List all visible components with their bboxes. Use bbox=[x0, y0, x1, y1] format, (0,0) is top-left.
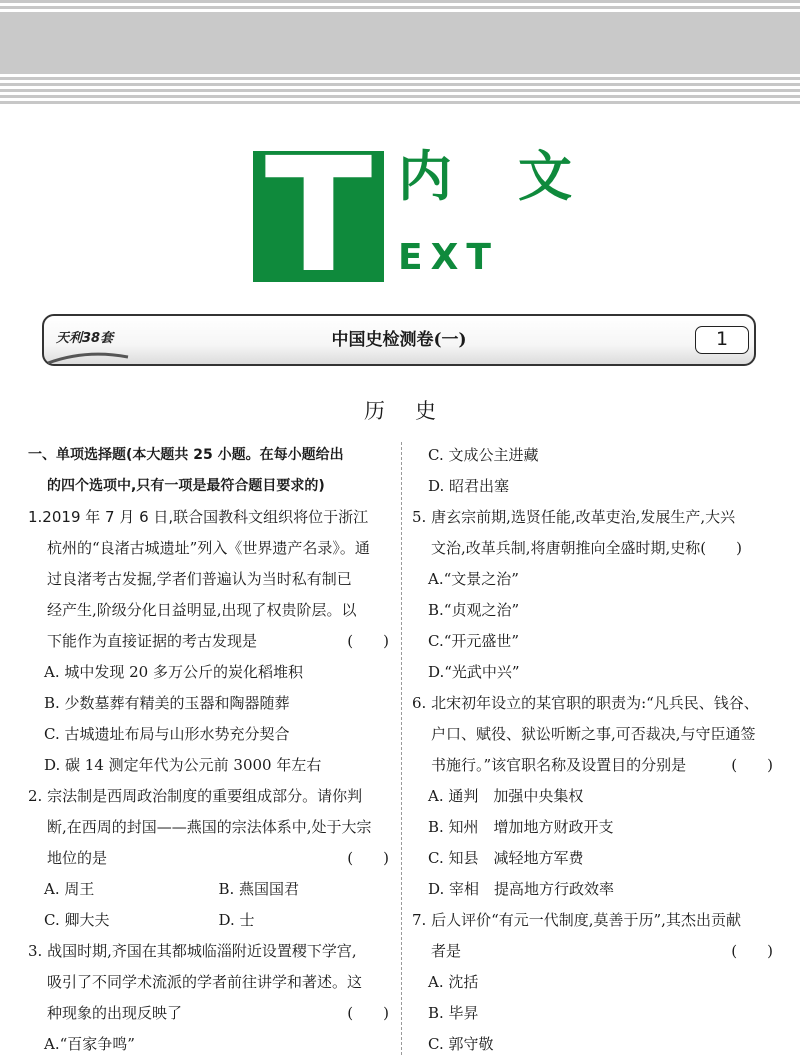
brand-text: 天利38套 bbox=[56, 331, 114, 346]
option-c: C. 古城遗址布局与山形水势充分契合 bbox=[44, 725, 290, 743]
option-c: C. 卿大夫 bbox=[44, 911, 110, 929]
question-5-text: 文治,改革兵制,将唐朝推向全盛时期,史称( ) bbox=[431, 539, 743, 557]
logo-english-subtitle: EXT bbox=[398, 237, 499, 278]
logo-letter: T bbox=[264, 124, 373, 308]
option-d: D. 士 bbox=[218, 911, 255, 929]
exam-title: 中国史检测卷(一) bbox=[331, 330, 467, 350]
question-7-text: 7. 后人评价“有元一代制度,莫善于历”,其杰出贡献 bbox=[412, 911, 741, 929]
option-b: B. 知州 增加地方财政开支 bbox=[428, 818, 614, 836]
section-heading: 一、单项选择题(本大题共 25 小题。在每小题给出 bbox=[28, 447, 344, 463]
answer-blank: ( ) bbox=[731, 942, 773, 960]
option-b: B.“贞观之治” bbox=[428, 601, 520, 619]
answer-blank: ( ) bbox=[347, 849, 389, 867]
option-c: C.“开元盛世” bbox=[428, 632, 520, 650]
option-c: C. 郭守敬 bbox=[428, 1035, 494, 1053]
question-6-text: 户口、赋役、狱讼听断之事,可否裁决,与守臣通签 bbox=[431, 725, 756, 743]
question-3-text: 3. 战国时期,齐国在其都城临淄附近设置稷下学宫, bbox=[28, 942, 357, 960]
answer-blank: ( ) bbox=[347, 1004, 389, 1022]
question-2-text: 断,在西周的封国——燕国的宗法体系中,处于大宗 bbox=[47, 818, 372, 836]
question-2-text bbox=[28, 843, 393, 874]
question-7-text bbox=[412, 936, 777, 967]
option-d: D. 昭君出塞 bbox=[428, 477, 510, 495]
option-b: B. 少数墓葬有精美的玉器和陶器随葬 bbox=[44, 694, 290, 712]
question-3-text bbox=[28, 998, 393, 1029]
column-divider bbox=[401, 442, 402, 1055]
option-d: D. 宰相 提高地方行政效率 bbox=[428, 880, 615, 898]
answer-blank: ( ) bbox=[347, 632, 389, 650]
answer-blank: ( ) bbox=[731, 756, 773, 774]
option-b: B. 燕国国君 bbox=[218, 880, 300, 898]
question-6-stem-end: 书施行。”该官职名称及设置目的分别是 bbox=[431, 756, 687, 774]
question-5-text: 5. 唐玄宗前期,选贤任能,改革吏治,发展生产,大兴 bbox=[412, 508, 736, 526]
option-a: A. 通判 加强中央集权 bbox=[428, 787, 584, 805]
option-a: A. 城中发现 20 多万公斤的炭化稻堆积 bbox=[44, 663, 303, 681]
option-a: A. 周王 bbox=[44, 880, 95, 898]
question-1-text bbox=[28, 626, 393, 657]
question-2-stem-end: 地位的是 bbox=[47, 849, 108, 867]
question-7-stem-end: 者是 bbox=[431, 942, 462, 960]
header-band bbox=[0, 0, 800, 108]
subject-title: 历史 bbox=[364, 399, 466, 423]
option-d: D.“光武中兴” bbox=[428, 663, 520, 681]
text-logo-block bbox=[253, 124, 384, 308]
options-row bbox=[28, 905, 393, 936]
option-a: A.“百家争鸣” bbox=[44, 1035, 135, 1053]
question-6-text: 6. 北宋初年设立的某官职的职责为:“凡兵民、钱谷、 bbox=[412, 694, 759, 712]
question-1-text: 经产生,阶级分化日益明显,出现了权贵阶层。以 bbox=[47, 601, 357, 619]
section-heading-cont: 的四个选项中,只有一项是最符合题目要求的) bbox=[47, 478, 325, 494]
question-3-text: 吸引了不同学术流派的学者前往讲学和著述。这 bbox=[47, 973, 363, 991]
page-number: 1 bbox=[695, 326, 749, 354]
option-d: D. 碳 14 测定年代为公元前 3000 年左右 bbox=[44, 756, 322, 774]
question-1-text: 1.2019 年 7 月 6 日,联合国教科文组织将位于浙江 bbox=[28, 508, 369, 526]
left-column bbox=[28, 440, 393, 1060]
option-c: C. 知县 减轻地方军费 bbox=[428, 849, 584, 867]
question-1-text: 过良渚考古发掘,学者们普遍认为当时私有制已 bbox=[47, 570, 352, 588]
option-a: A. 沈括 bbox=[428, 973, 479, 991]
logo-chinese-title: 内文 bbox=[398, 145, 638, 208]
question-2-text: 2. 宗法制是西周政治制度的重要组成部分。请你判 bbox=[28, 787, 363, 805]
question-6-text bbox=[412, 750, 777, 781]
right-column bbox=[412, 440, 777, 1060]
option-b: B. 毕昇 bbox=[428, 1004, 479, 1022]
question-1-text: 杭州的“良渚古城遗址”列入《世界遗产名录》。通 bbox=[47, 539, 370, 557]
question-1-stem-end: 下能作为直接证据的考古发现是 bbox=[47, 632, 258, 650]
exam-title-banner bbox=[42, 314, 756, 366]
option-a: A.“文景之治” bbox=[428, 570, 519, 588]
option-c: C. 文成公主进藏 bbox=[428, 446, 539, 464]
question-3-stem-end: 种现象的出现反映了 bbox=[47, 1004, 183, 1022]
options-row bbox=[28, 874, 393, 905]
